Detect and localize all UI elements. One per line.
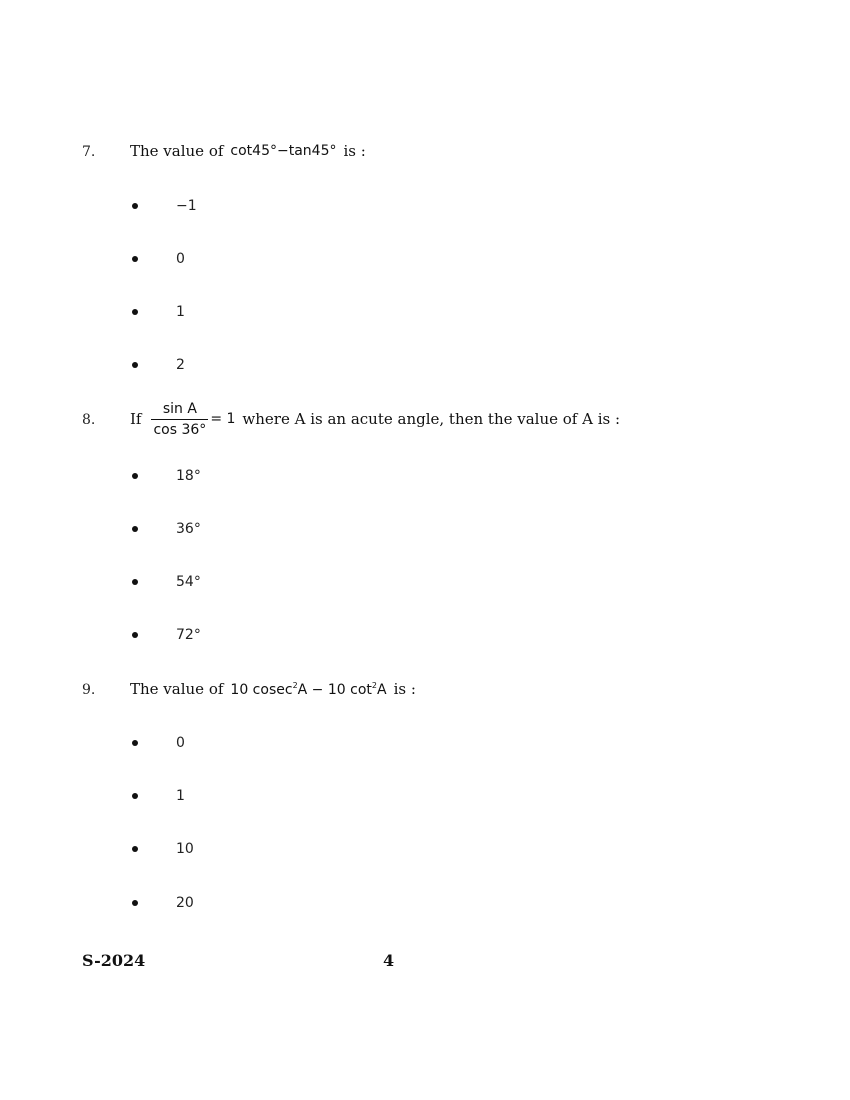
option-3[interactable] — [130, 572, 201, 592]
math-expression — [230, 681, 386, 698]
question-prefix: The value of — [130, 680, 224, 698]
bullet-icon — [132, 362, 138, 368]
option-3[interactable] — [130, 302, 185, 322]
option-text: 0 — [176, 251, 185, 267]
option-text: 18° — [176, 468, 201, 484]
fraction-denominator: cos 36° — [151, 419, 208, 438]
page-number: 4 — [383, 951, 395, 970]
option-text: 0 — [176, 735, 185, 751]
option-text: 1 — [176, 788, 185, 804]
math-exponent-2: 2 — [371, 680, 377, 690]
question-suffix: is : — [393, 680, 416, 698]
option-text: 54° — [176, 574, 201, 590]
option-text: −1 — [176, 198, 197, 214]
question-text — [130, 680, 416, 698]
bullet-icon — [132, 579, 138, 585]
question-text — [130, 142, 366, 160]
bullet-icon — [132, 740, 138, 746]
bullet-icon — [132, 526, 138, 532]
option-2[interactable] — [130, 786, 185, 806]
option-text: 2 — [176, 357, 185, 373]
option-2[interactable] — [130, 249, 185, 269]
option-1[interactable] — [130, 466, 201, 486]
math-term-3: A — [376, 681, 387, 698]
option-3[interactable] — [130, 839, 194, 859]
option-text: 10 — [176, 841, 194, 857]
question-suffix: where A is an acute angle, then the value of A is : — [242, 410, 621, 428]
math-term-2: A − 10 cot — [297, 681, 372, 698]
option-4[interactable] — [130, 625, 201, 645]
fraction-equals: = 1 — [210, 411, 236, 427]
question-number: 8. — [82, 412, 96, 428]
option-1[interactable] — [130, 733, 185, 753]
fraction — [151, 401, 208, 438]
fraction-numerator: sin A — [162, 400, 197, 417]
bullet-icon — [132, 473, 138, 479]
bullet-icon — [132, 793, 138, 799]
option-text: 72° — [176, 627, 201, 643]
bullet-icon — [132, 256, 138, 262]
question-number: 7. — [82, 144, 96, 160]
question-prefix: If — [130, 410, 142, 428]
paper-code: S-2024 — [82, 951, 146, 970]
option-text: 1 — [176, 304, 185, 320]
question-text — [130, 398, 620, 440]
option-text: 20 — [176, 895, 194, 911]
option-4[interactable] — [130, 893, 194, 913]
math-term-1: 10 cosec — [230, 681, 293, 698]
question-prefix: The value of — [130, 142, 224, 160]
math-expression: cot45°−tan45° — [230, 143, 337, 159]
math-exponent-1: 2 — [292, 680, 298, 690]
question-suffix: is : — [343, 142, 366, 160]
option-text: 36° — [176, 521, 201, 537]
option-2[interactable] — [130, 519, 201, 539]
bullet-icon — [132, 846, 138, 852]
bullet-icon — [132, 632, 138, 638]
bullet-icon — [132, 309, 138, 315]
option-4[interactable] — [130, 355, 185, 375]
bullet-icon — [132, 203, 138, 209]
question-number: 9. — [82, 682, 96, 698]
bullet-icon — [132, 900, 138, 906]
option-1[interactable] — [130, 196, 197, 216]
